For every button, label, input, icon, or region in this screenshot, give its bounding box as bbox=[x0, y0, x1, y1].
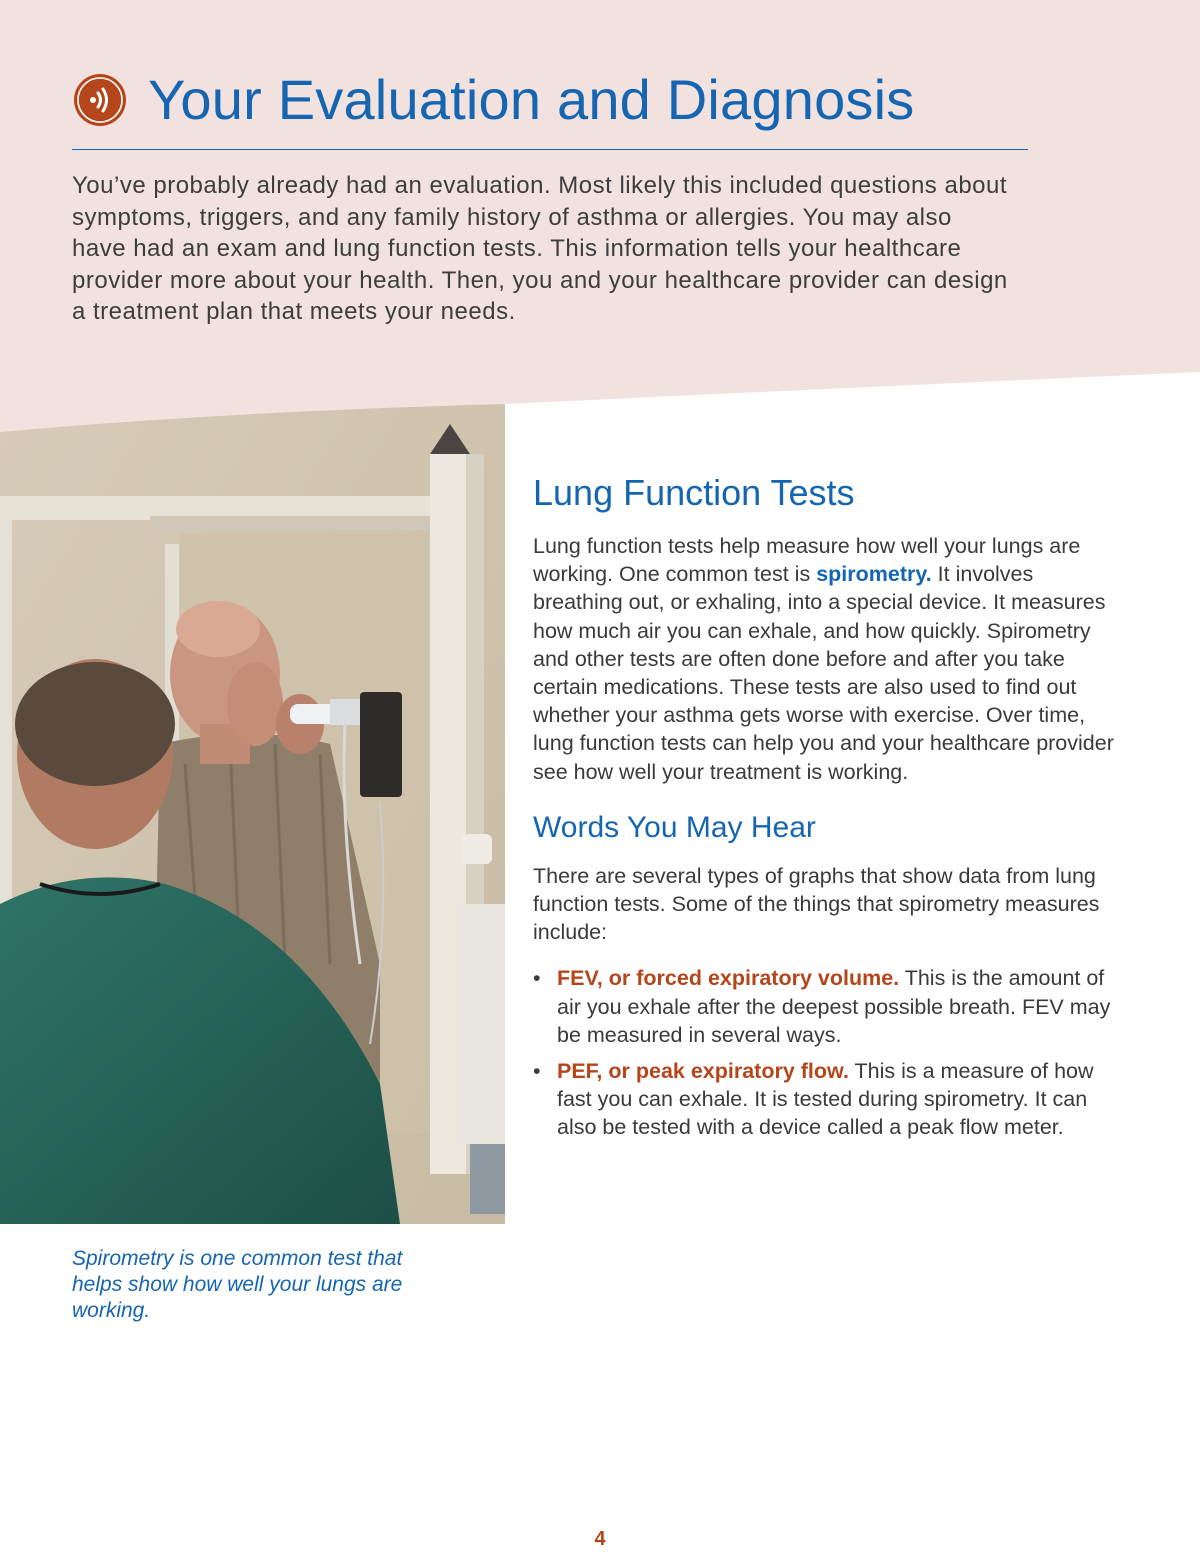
title-divider bbox=[72, 149, 1028, 150]
list-item bbox=[533, 964, 1123, 1049]
words-intro: There are several types of graphs that show data from lung function tests. Some of the things that spirometry measures include: bbox=[533, 863, 1100, 945]
lung-function-heading: Lung Function Tests bbox=[533, 472, 855, 513]
spirometry-keyword: spirometry. bbox=[816, 562, 932, 587]
measures-list bbox=[533, 964, 1123, 1141]
lung-function-column bbox=[533, 470, 1123, 1150]
page-title: Your Evaluation and Diagnosis bbox=[148, 68, 915, 131]
intro-paragraph: You’ve probably already had an evaluation. Most likely this included questions about symptoms, triggers, and any family history of asthma or allergies. You may also have had an exam and lung function tests. This information tells your healthcare provider more about your health. Then, you and your healthcare provider can design a treatment plan that meets your needs. bbox=[72, 172, 1008, 325]
bullet-icon: • bbox=[533, 966, 541, 991]
pef-term: PEF, or peak expiratory flow. bbox=[557, 1059, 849, 1084]
fev-definition: This is the amount of air you exhale after the deepest possible breath. FEV may be measured in several ways. bbox=[557, 966, 1111, 1047]
bullet-icon: • bbox=[533, 1059, 541, 1084]
page-number: 4 bbox=[594, 1528, 606, 1550]
lung-function-text-start: Lung function tests help measure how well your lungs are working. One common test is bbox=[533, 534, 1081, 587]
words-heading: Words You May Hear bbox=[533, 810, 816, 844]
lung-function-text-end: It involves breathing out, or exhaling, into a special device. It measures how much air you can exhale, and how quickly. Spirometry and other tests are often done before and after you take certain medications. These tests are also used to find out whether your asthma gets worse with exercise. Over time, lung function tests can help you and your healthcare provider see how well your treatment is working. bbox=[533, 562, 1114, 784]
photo-caption: Spirometry is one common test that helps show how well your lungs are working. bbox=[72, 1247, 403, 1322]
fev-term: FEV, or forced expiratory volume. bbox=[557, 966, 900, 991]
list-item bbox=[533, 1057, 1123, 1142]
audio-speaker-icon bbox=[72, 72, 128, 128]
pef-definition: This is a measure of how fast you can exhale. It is tested during spirometry. It can also be tested with a device called a peak flow meter. bbox=[557, 1059, 1094, 1140]
spirometry-photo bbox=[0, 404, 505, 1224]
lung-function-paragraph bbox=[533, 532, 1123, 786]
